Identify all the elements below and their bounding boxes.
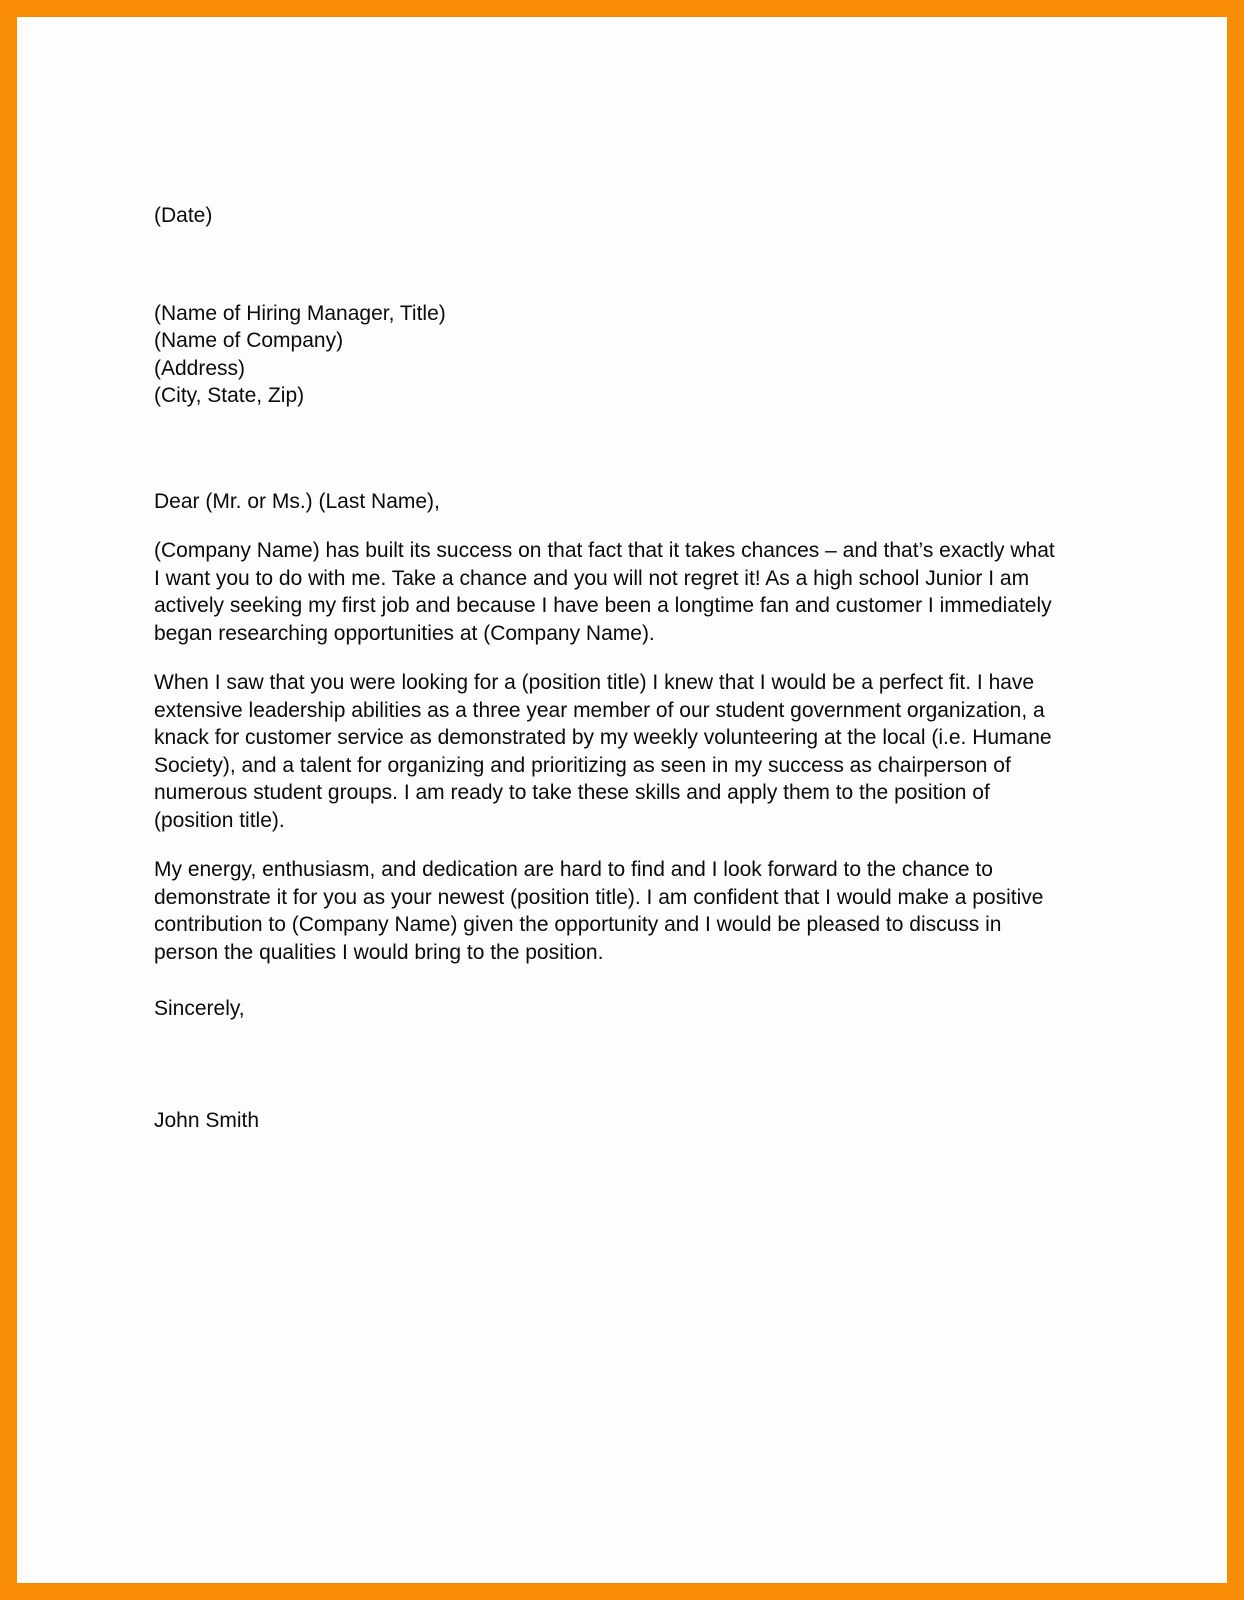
body-paragraph-2: When I saw that you were looking for a (position title) I knew that I would be a perfect fit. I have extensive leadership abilities as a three year member of our student government organization, a knack for customer service as demonstrated by my weekly volunteering at the local (i.e. Humane Society), and a talent for organizing and prioritizing as seen in my success as chairperson of numerous student groups. I am ready to take these skills and apply them to the position of (position title). (154, 671, 1052, 832)
letter-page (17, 17, 1227, 1583)
date-line: (Date) (154, 204, 213, 227)
recipient-line-address: (Address) (154, 356, 246, 380)
salutation-line: Dear (Mr. or Ms.) (Last Name), (154, 489, 440, 513)
recipient-line-manager: (Name of Hiring Manager, Title) (154, 301, 446, 325)
letter-content (154, 202, 1062, 1134)
closing-line: Sincerely, (154, 997, 245, 1020)
recipient-address-block (154, 300, 1062, 410)
signature-name: John Smith (154, 1108, 260, 1132)
body-paragraph-1: (Company Name) has built its success on that fact that it takes chances – and that’s exactly what I want you to do with me. Take a chance and you will not regret it! As a high school Junior I am actively seeking my first job and because I have been a longtime fan and customer I immediately began researching opportunities at (Company Name). (154, 539, 1055, 645)
recipient-line-company: (Name of Company) (154, 329, 344, 352)
body-paragraph-3: My energy, enthusiasm, and dedication are hard to find and I look forward to the chance to demonstrate it for you as your newest (position title). I am confident that I would make a positive contribution to (Company Name) given the opportunity and I would be pleased to discuss in person the qualities I would bring to the position. (154, 858, 1044, 964)
recipient-line-city-state-zip: (City, State, Zip) (154, 384, 305, 407)
